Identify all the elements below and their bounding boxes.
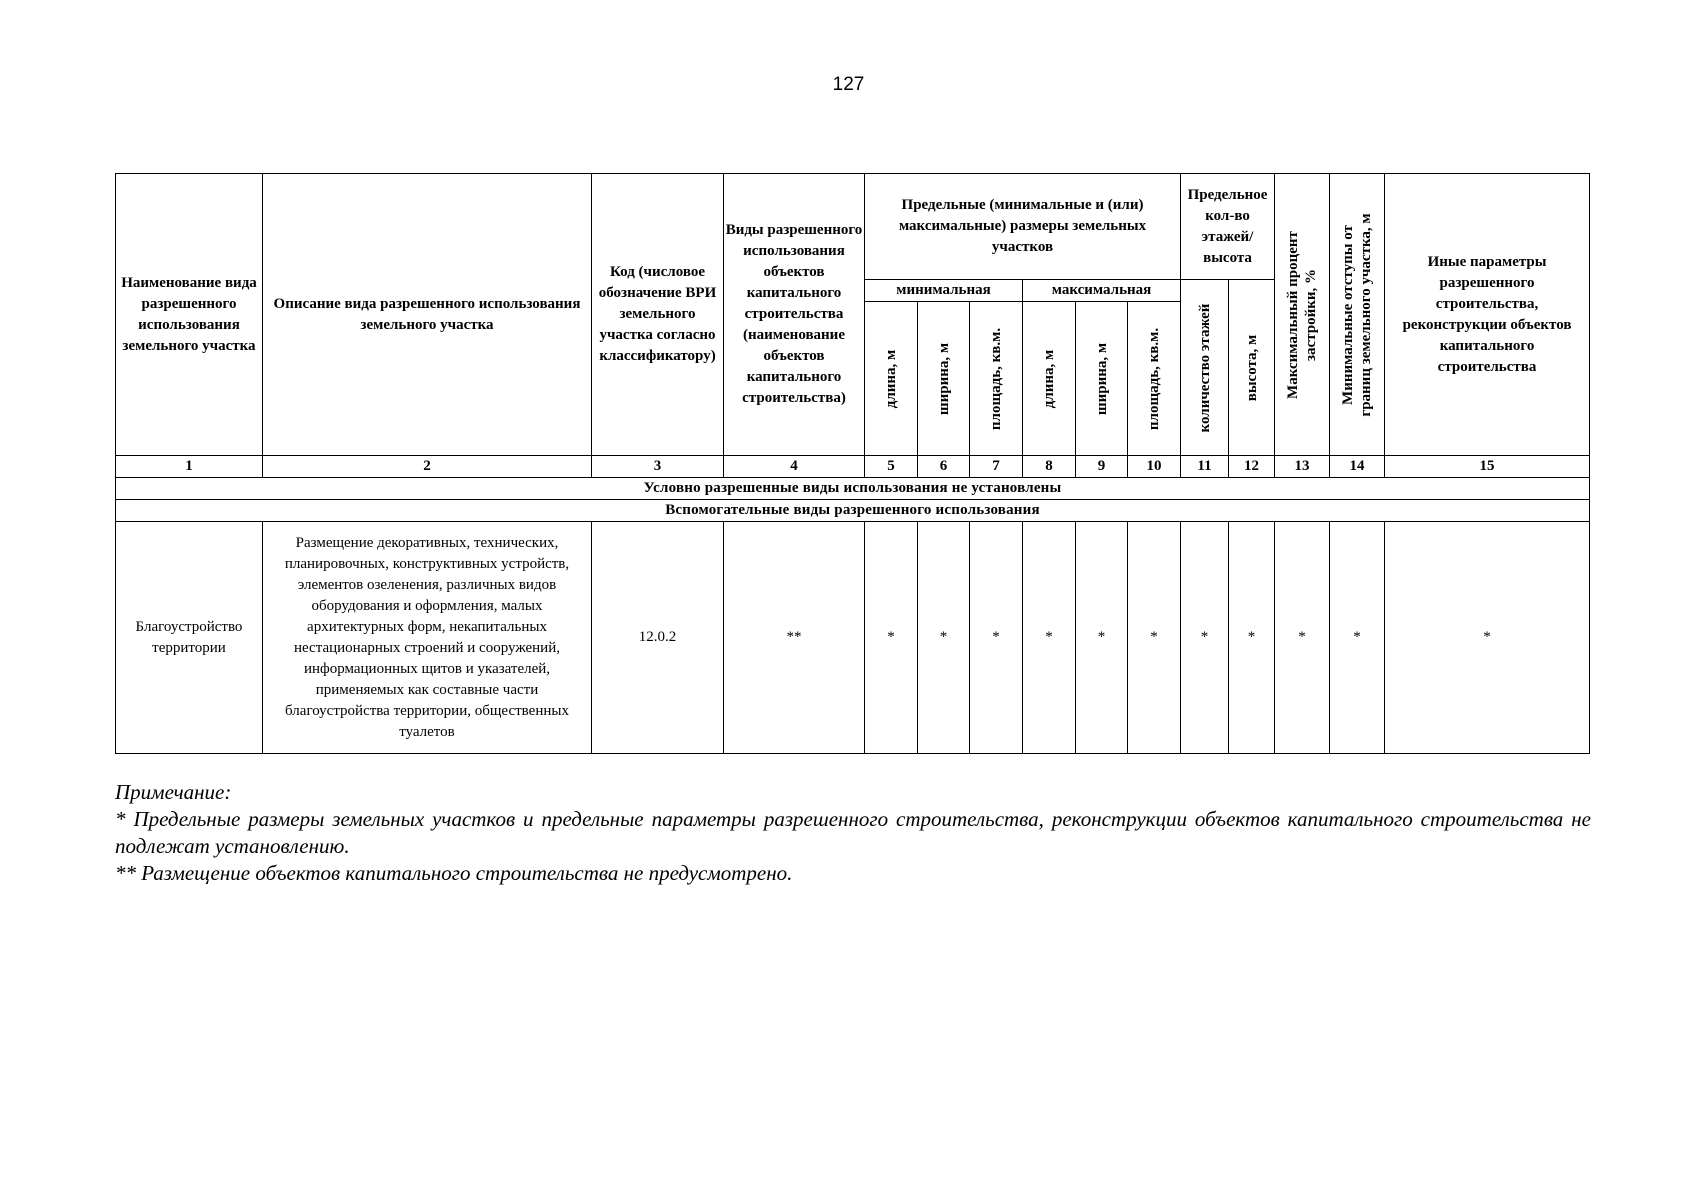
header-min-area: площадь, кв.м. — [970, 302, 1023, 456]
header-max: максимальная — [1023, 280, 1181, 302]
header-floors-height: Предельное кол-во этажей/ высота — [1181, 174, 1275, 280]
page-number: 127 — [832, 74, 865, 95]
value-cell: * — [1023, 522, 1076, 754]
header-min: минимальная — [865, 280, 1023, 302]
header-max-length: длина, м — [1023, 302, 1076, 456]
col-number: 4 — [724, 456, 865, 478]
vri-name: Благоустройство территории — [116, 522, 263, 754]
col-number: 15 — [1385, 456, 1590, 478]
header-max-width: ширина, м — [1076, 302, 1128, 456]
section-conditional: Условно разрешенные виды использования не установлены — [116, 478, 1590, 500]
oks-types-value: ** — [724, 522, 865, 754]
value-cell: * — [970, 522, 1023, 754]
note-2: ** Размещение объектов капитального строительства не предусмотрено. — [115, 861, 793, 885]
value-cell: * — [1181, 522, 1229, 754]
header-vri-code: Код (числовое обозначение ВРИ земельного участка согласно классификатору) — [592, 174, 724, 456]
header-max-area: площадь, кв.м. — [1128, 302, 1181, 456]
column-numbers-row — [116, 456, 1590, 478]
col-number: 13 — [1275, 456, 1330, 478]
value-cell: * — [1128, 522, 1181, 754]
col-number: 3 — [592, 456, 724, 478]
header-min-width: ширина, м — [918, 302, 970, 456]
value-cell: * — [918, 522, 970, 754]
header-vri-name: Наименование вида разрешенного использования земельного участка — [116, 174, 263, 456]
col-number: 1 — [116, 456, 263, 478]
table-row — [116, 522, 1590, 754]
col-number: 11 — [1181, 456, 1229, 478]
section-auxiliary: Вспомогательные виды разрешенного использования — [116, 500, 1590, 522]
col-number: 2 — [263, 456, 592, 478]
vri-description: Размещение декоративных, технических, планировочных, конструктивных устройств, элементов озеленения, различных видов оборудования и оформления, малых архитектурных форм, некапитальных нестационарных строений и сооружений, информационных щитов и указателей, применяемых как составные части благоустройства территории, общественных туалетов — [263, 522, 592, 754]
vri-code: 12.0.2 — [592, 522, 724, 754]
note-1: * Предельные размеры земельных участков и предельные параметры разрешенного строительства, реконструкции объектов капитального строительства не подлежат установлению. — [115, 807, 1591, 858]
col-number: 8 — [1023, 456, 1076, 478]
header-min-length: длина, м — [865, 302, 918, 456]
col-number: 6 — [918, 456, 970, 478]
value-cell: * — [1229, 522, 1275, 754]
col-number: 5 — [865, 456, 918, 478]
header-other-params: Иные параметры разрешенного строительства, реконструкции объектов капитального строительства — [1385, 174, 1590, 456]
col-number: 9 — [1076, 456, 1128, 478]
col-number: 14 — [1330, 456, 1385, 478]
regulations-table — [115, 173, 1590, 754]
col-number: 7 — [970, 456, 1023, 478]
header-min-setbacks: Минимальные отступы от границ земельного участка, м — [1330, 174, 1385, 456]
value-cell: * — [1076, 522, 1128, 754]
header-vri-description: Описание вида разрешенного использования земельного участка — [263, 174, 592, 456]
note-title: Примечание: — [115, 780, 232, 804]
col-number: 12 — [1229, 456, 1275, 478]
header-max-building-percent: Максимальный процент застройки, % — [1275, 174, 1330, 456]
header-floor-count: количество этажей — [1181, 280, 1229, 456]
header-plot-sizes: Предельные (минимальные и (или) максимальные) размеры земельных участков — [865, 174, 1181, 280]
value-cell: * — [1385, 522, 1590, 754]
value-cell: * — [865, 522, 918, 754]
header-oks-types: Виды разрешенного использования объектов капитального строительства (наименование объектов капитального строительства) — [724, 174, 865, 456]
col-number: 10 — [1128, 456, 1181, 478]
header-height: высота, м — [1229, 280, 1275, 456]
value-cell: * — [1330, 522, 1385, 754]
value-cell: * — [1275, 522, 1330, 754]
